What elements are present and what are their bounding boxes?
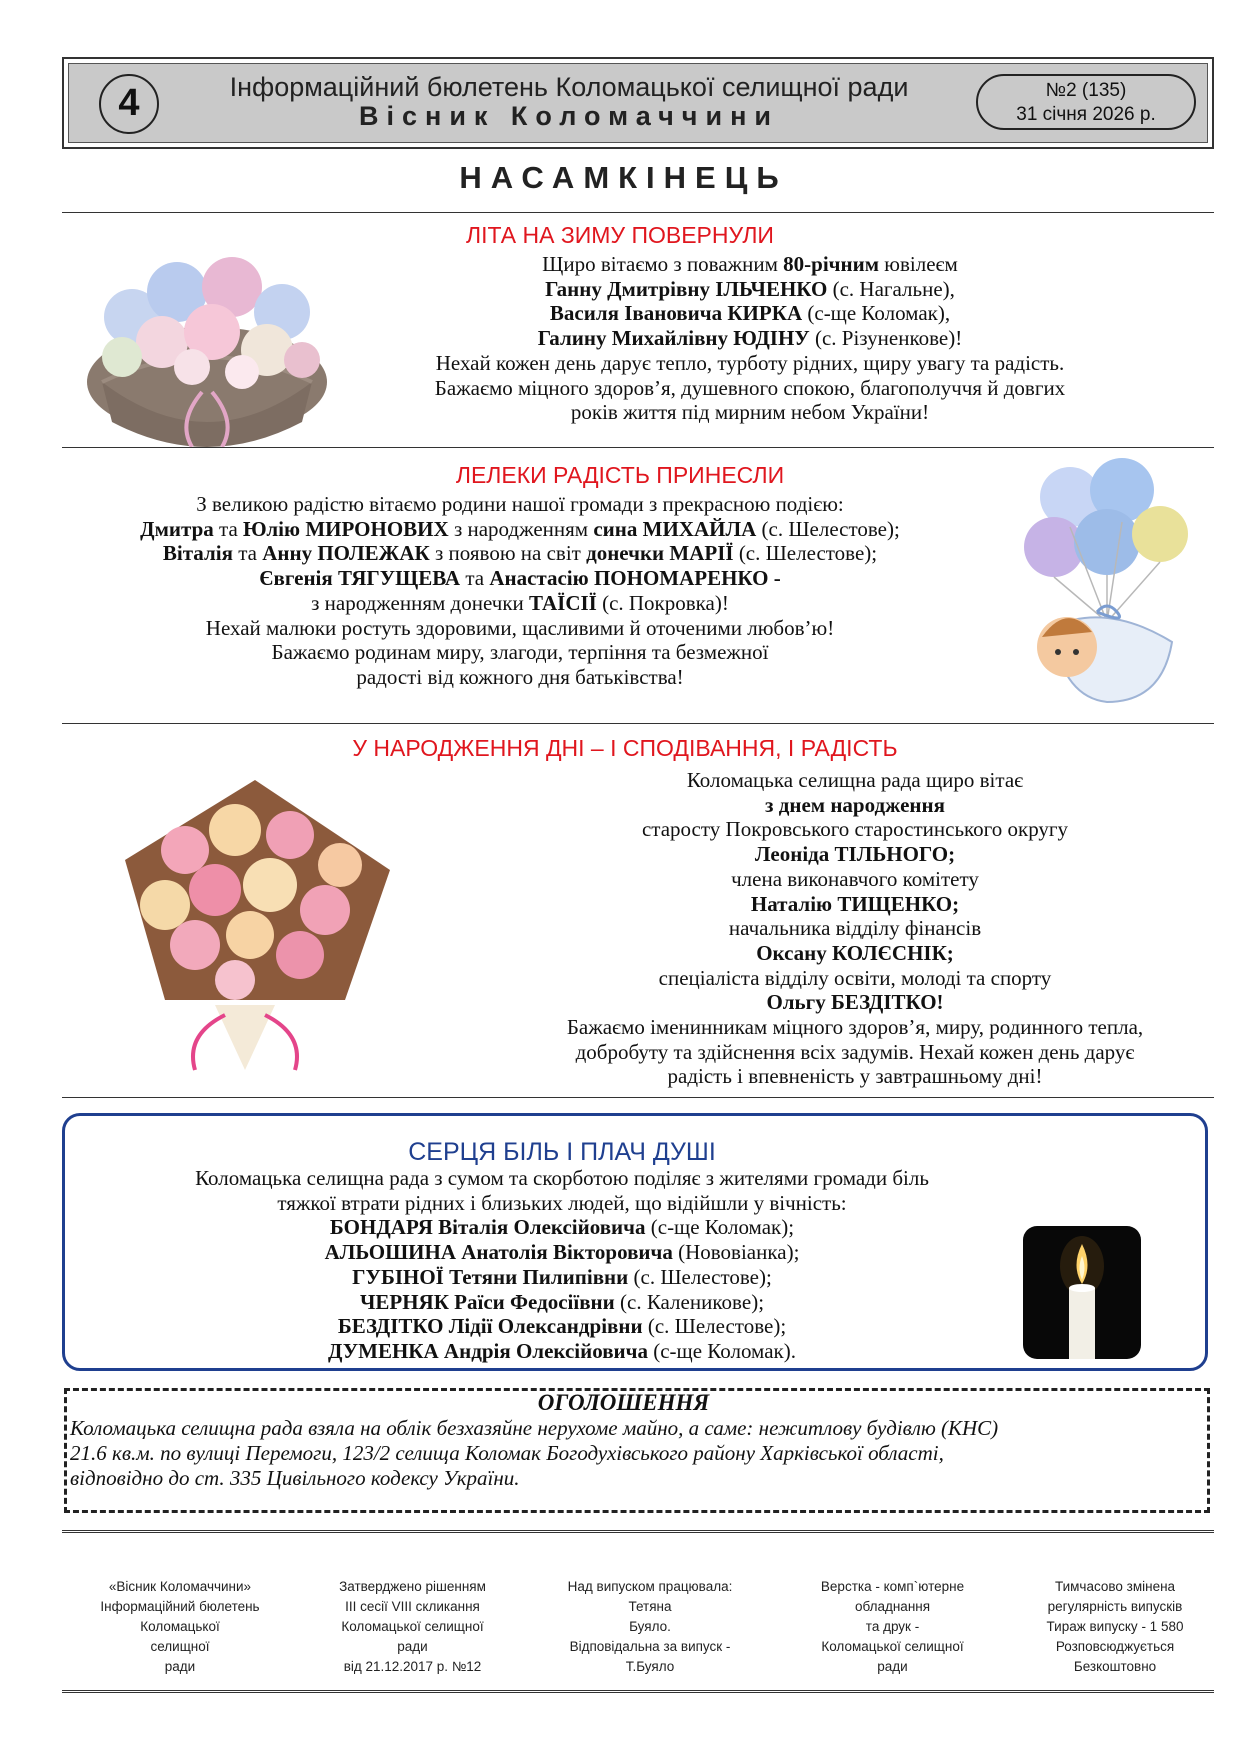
anniversary-person: Ганну Дмитрівну ІЛЬЧЕНКО (с. Нагальне), [545,276,955,301]
footer-line: Інформаційний бюлетень [100,1599,260,1614]
birthdays-wish: добробуту та здійснення всіх задумів. Нехай кожен день дарує [575,1039,1135,1064]
announcement-text [70,1416,1210,1491]
footer-line: Т.Буяло [625,1659,675,1674]
footer-bottom-divider [62,1690,1214,1695]
announcement-line: Коломацька селищна рада взяла на облік безхазяйне нерухоме майно, а саме: нежитлову будівлю (КНС) [70,1416,999,1440]
divider [62,1097,1214,1098]
footer-col-publication [75,1577,285,1677]
bulletin-header [62,57,1214,149]
condolences-intro: Коломацька селищна рада з сумом та скорботою поділяє з жителями громади біль [195,1166,929,1190]
births-wish: радості від кожного дня батьківства! [356,664,684,689]
footer-line: Тираж випуску - 1 580 [1046,1619,1184,1634]
divider [62,723,1214,724]
births-wish: Бажаємо родинам миру, злагоди, терпіння та безмежної [271,640,769,665]
deceased-name: БОНДАРЯ Віталія Олексійовича (с-ще Коломак); [329,1215,795,1240]
birthdays-text [480,768,1230,1089]
header-panel [68,63,1208,143]
footer-line: ради [877,1659,908,1674]
births-heading: ЛЕЛЕКИ РАДІСТЬ ПРИНЕСЛИ [455,462,785,488]
deceased-name: ДУМЕНКА Андрія Олексійовича (с-ще Коломак). [328,1338,796,1363]
bulletin-title: Інформаційний бюлетень Коломацької селищної ради [229,72,909,102]
footer-line: ради [164,1659,196,1674]
deceased-name: БЕЗДІТКО Лідії Олександрівни (с. Шелестове); [337,1314,787,1339]
birthdays-name: Наталію ТИЩЕНКО; [750,891,960,916]
births-text [40,492,1000,690]
birthdays-line: старосту Покровського старостинського округу [641,817,1069,842]
footer-line: Розповсюджується [1055,1639,1175,1654]
birthdays-line: члена виконавчого комітету [731,866,979,891]
birthdays-name: Оксану КОЛЄСНІК; [756,940,954,965]
footer-line: Коломацької селищної [341,1619,484,1634]
anniversary-person: Галину Михайлівну ЮДІНУ (с. Різуненкове)! [537,326,963,351]
footer-col-editors [540,1577,760,1677]
footer-line: Буяло. [629,1619,671,1634]
bulletin-name: Вісник Коломаччини [359,101,779,131]
issue-number: №2 (135) [1045,80,1127,101]
condolences-intro: тяжкої втрати рідних і близьких людей, що відійшли у вічність: [277,1190,847,1215]
announcement-heading: ОГОЛОШЕННЯ [537,1390,710,1415]
births-wish: Нехай малюки ростуть здоровими, щасливими й оточеними любов’ю! [205,615,835,640]
footer-line: Тетяна [628,1599,672,1614]
births-family: з народженням донечки ТАЇСІЇ (с. Покровка)! [311,590,729,615]
announcement-line: відповідно до ст. 335 Цивільного кодексу України. [70,1466,520,1490]
anniversary-heading: ЛІТА НА ЗИМУ ПОВЕРНУЛИ [466,222,774,248]
footer-line: Тимчасово змінена [1054,1579,1176,1594]
birthdays-wish: Бажаємо іменинникам міцного здоров’я, миру, родинного тепла, [566,1015,1144,1040]
footer-line: «Вісник Коломаччини» [108,1579,252,1594]
footer-line: Верстка - комп`ютерне [820,1579,965,1594]
footer-line: Відповідальна за випуск - [569,1639,731,1654]
birthdays-line: з днем народження [765,792,945,817]
births-family: Євгенія ТЯГУЩЕВА та Анастасію ПОНОМАРЕНКО - [259,566,781,591]
birthdays-wish: радість і впевненість у завтрашньому дні! [667,1064,1043,1089]
baby-balloons-image [1012,452,1197,712]
anniversary-person: Василя Івановича КИРКА (с-ще Коломак), [549,301,951,326]
anniversary-wish: років життя під мирним небом України! [570,400,930,425]
rose-bouquet-image [105,770,405,1090]
footer-line: ради [397,1639,428,1654]
footer-line: регулярність випусків [1047,1599,1183,1614]
candle-image [1023,1226,1141,1359]
footer-line: селищної [150,1639,210,1654]
anniversary-intro: Щиро вітаємо з поважним 80-річним ювілеєм [542,252,958,276]
footer-divider [62,1530,1214,1535]
issue-badge [976,74,1196,130]
anniversary-wish: Бажаємо міцного здоров’я, душевного спокою, благополуччя й довгих [434,375,1066,400]
footer-line: Над випуском працювала: [567,1579,733,1594]
page-number: 4 [99,74,159,134]
condolences-text [62,1166,1062,1364]
anniversary-text [300,252,1200,425]
condolences-heading: СЕРЦЯ БІЛЬ І ПЛАЧ ДУШІ [408,1138,716,1166]
footer-line: Коломацької селищної [821,1639,964,1654]
deceased-name: ГУБІНОЇ Тетяни Пилипівни (с. Шелестове); [352,1264,772,1289]
divider [62,447,1214,448]
births-intro: З великою радістю вітаємо родини нашої громади з прекрасною подією: [196,492,844,516]
announcement-line: 21.6 кв.м. по вулиці Перемоги, 123/2 селища Коломак Богодухівського району Харківської області, [70,1441,944,1465]
birthdays-name: Ольгу БЕЗДІТКО! [766,990,944,1015]
deceased-name: АЛЬОШИНА Анатолія Вікторовича (Нововіанка); [324,1240,800,1265]
birthdays-line: начальника відділу фінансів [728,916,982,941]
anniversary-wish: Нехай кожен день дарує тепло, турботу рідних, щиру увагу та радість. [435,350,1065,375]
footer-line: та друк - [865,1619,920,1634]
birthdays-line: Коломацька селищна рада щиро вітає [686,768,1024,792]
footer-line: Затверджено рішенням [339,1579,486,1594]
birthdays-heading: У НАРОДЖЕННЯ ДНІ – І СПОДІВАННЯ, І РАДІСТЬ [352,735,898,761]
births-family: Дмитра та Юлію МИРОНОВИХ з народженням сина МИХАЙЛА (с. Шелестове); [140,516,900,541]
footer-line: Коломацької [140,1619,220,1634]
footer-line: від 21.12.2017 р. №12 [343,1659,482,1674]
issue-date: 31 січня 2026 р. [1016,104,1156,125]
deceased-name: ЧЕРНЯК Раїси Федосіївни (с. Калениковe); [359,1289,765,1314]
divider [62,212,1214,213]
footer-line: ІІІ сесії VIII скликання [345,1599,480,1614]
footer-col-print [785,1577,1000,1677]
birthdays-name: Леоніда ТІЛЬНОГО; [754,842,956,867]
births-family: Віталія та Анну ПОЛЕЖАК з появою на світ донечки МАРІЇ (с. Шелестове); [162,541,878,566]
section-title: НАСАМКІНЕЦЬ [459,160,788,195]
footer-line: Безкоштовно [1073,1659,1157,1674]
footer-line: обладнання [854,1599,931,1614]
birthdays-line: спеціаліста відділу освіти, молоді та спорту [658,965,1052,990]
footer-col-circulation [1010,1577,1220,1677]
footer-col-approval [305,1577,520,1677]
